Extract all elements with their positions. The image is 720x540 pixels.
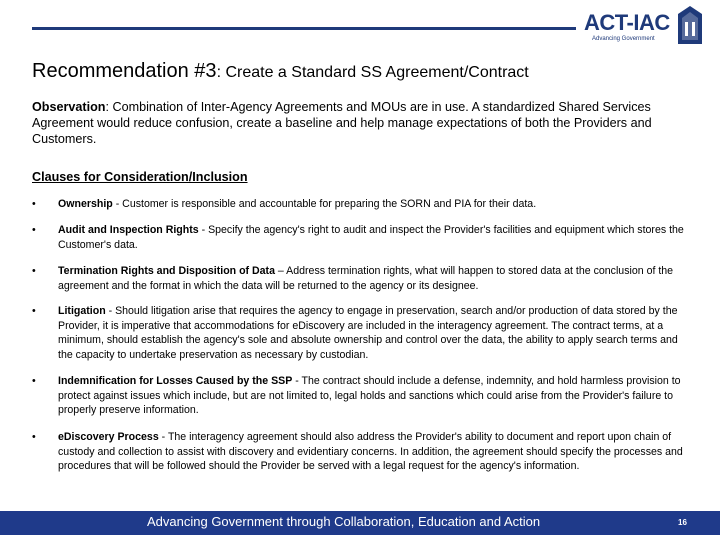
building-icon (676, 4, 704, 46)
observation-paragraph (32, 99, 692, 147)
clauses-heading: Clauses for Consideration/Inclusion (32, 170, 248, 184)
logo-name: ACT-IAC (584, 10, 670, 35)
page-number: 16 (678, 518, 687, 527)
header-divider (32, 27, 576, 30)
bullet: • (32, 198, 36, 210)
clause-title: Litigation (58, 305, 106, 317)
observation-text: : Combination of Inter-Agency Agreements and MOUs are in use. A standardized Shared Services Agreement would reduce confusion, create a baseline and help manage expectations of both the Providers and Customers. (32, 100, 652, 146)
clause-title: Ownership (58, 198, 113, 210)
page-title (32, 60, 529, 83)
bullet: • (32, 265, 36, 277)
clause-text: - The interagency agreement should also address the Provider's ability to document and report upon chain of custody and collection to assist with discovery and evidentiary concerns. In addition, the agreement should specify the processes and procedures that will be followed should the Provider be served with a legal request for the agency's information. (58, 431, 683, 472)
bullet: • (32, 224, 36, 236)
clause-title: Termination Rights and Disposition of Data (58, 265, 275, 277)
footer-tagline: Advancing Government through Collaboration, Education and Action (147, 514, 541, 529)
clause-text: - Should litigation arise that requires the agency to engage in preservation, search and/or production of data stored by the Provider, it is imperative that accommodations for eDiscovery are included in the interagency agreement. The contract terms, at a minimum, should establish the agency's sole and absolute ownership and control over the data, the ability to apply search terms and the capacity to undertake preservation as necessary by custodian. (58, 305, 678, 361)
clause-title: Audit and Inspection Rights (58, 224, 199, 236)
clause-title: Indemnification for Losses Caused by the SSP (58, 375, 293, 387)
clause-text: – Address termination rights, what will happen to stored data at the conclusion of the agreement and the format in which the data will be returned to the agency or its designee. (58, 265, 674, 292)
observation-label: Observation (32, 100, 106, 114)
bullet: • (32, 375, 36, 387)
clause-text: - The contract should include a defense, indemnity, and hold harmless provision to protect against issues which include, but are not limited to, legal holds and sanctions which could arise from the Provider's failure to properly preserve information. (58, 375, 681, 416)
clause-text: - Specify the agency's right to audit and inspect the Provider's facilities and equipment which stores the Customer's data. (58, 224, 684, 251)
bullet: • (32, 305, 36, 317)
logo-tagline: Advancing Government (592, 36, 655, 42)
title-recommendation: Recommendation #3 (32, 60, 217, 82)
act-iac-logo (584, 4, 704, 46)
clause-text: - Customer is responsible and accountable for preparing the SORN and PIA for their data. (112, 198, 537, 210)
title-subject: : Create a Standard SS Agreement/Contract (216, 64, 529, 81)
clause-title: eDiscovery Process (58, 431, 159, 443)
bullet: • (32, 431, 36, 443)
